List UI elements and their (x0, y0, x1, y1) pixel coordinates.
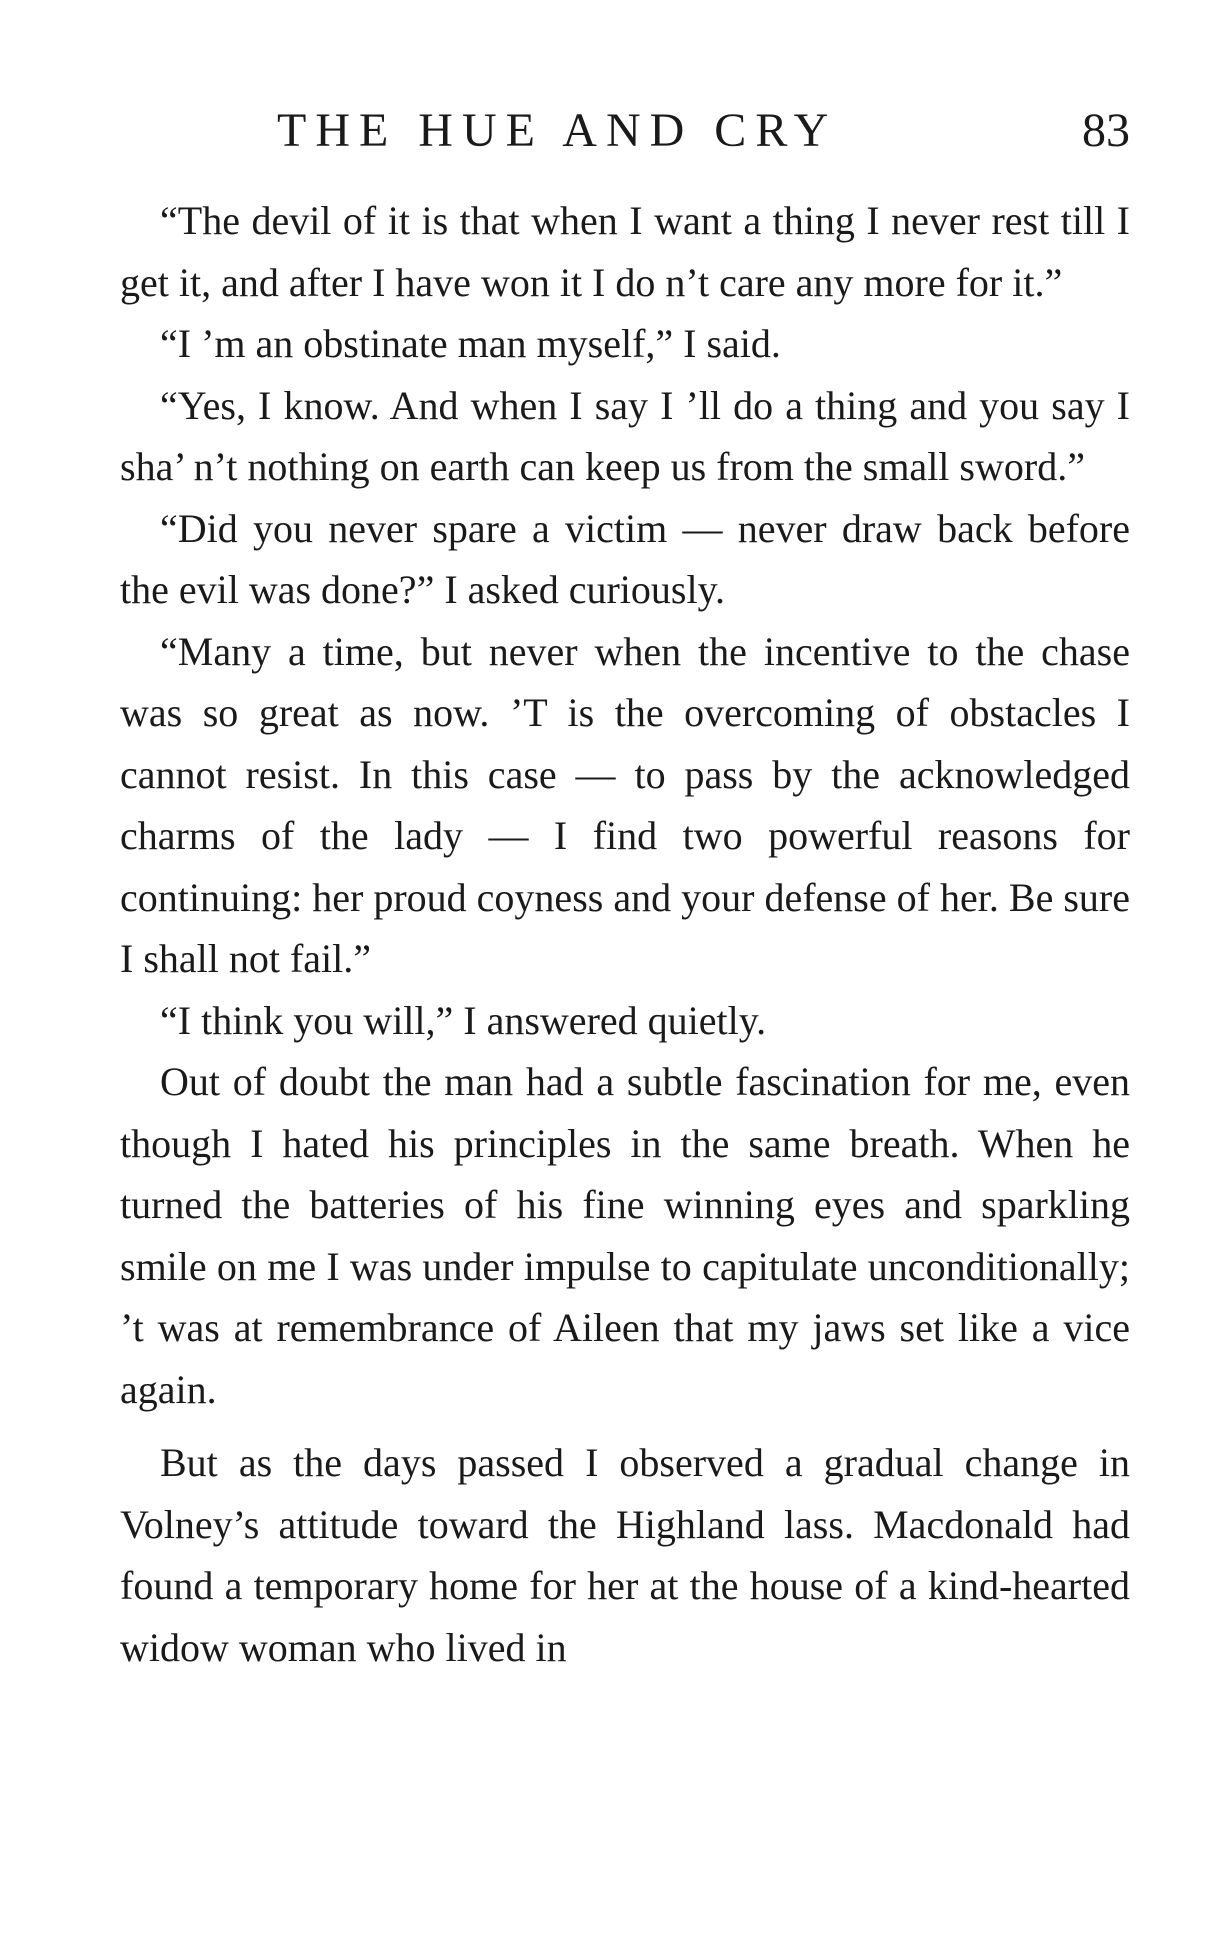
paragraph-5: “Many a time, but never when the incentive to the chase was so great as now. ’T is the overcoming of obstacles I cannot resist. In this case — to pass by the acknowledged charms of the lady — I find two powerful reasons for continuing: her proud coyness and your defense of her. Be sure I shall not fail.” (120, 628, 1130, 981)
paragraph-6: “I think you will,” I answered quietly. (160, 997, 767, 1043)
paragraph-7: Out of doubt the man had a subtle fascination for me, even though I hated his principles in the same breath. When he turned the batteries of his fine winning eyes and sparkling smile on me I was under impulse to capitulate unconditionally; ’t was at remembrance of Aileen that my jaws set like a vice again. (120, 1059, 1130, 1412)
running-head (120, 96, 1130, 166)
paragraph-3: “Yes, I know. And when I say I ’ll do a thing and you say I sha’ n’t nothing on earth can keep us from the small sword.” (120, 382, 1130, 489)
running-title: THE HUE AND CRY (277, 104, 838, 157)
paragraph-4: “Did you never spare a victim — never draw back before the evil was done?” I asked curiously. (120, 505, 1130, 612)
body-text (120, 190, 1130, 1678)
page-number: 83 (1082, 104, 1130, 157)
paragraph-2: “I ’m an obstinate man myself,” I said. (160, 321, 781, 366)
paragraph-8: But as the days passed I observed a gradual change in Volney’s attitude toward the Highland lass. Macdonald had found a temporary home for her at the house of a kind-hearted widow woman who lived in (120, 1440, 1130, 1670)
paragraph-1: “The devil of it is that when I want a thing I never rest till I get it, and after I have won it I do n’t care any more for it.” (120, 198, 1130, 305)
